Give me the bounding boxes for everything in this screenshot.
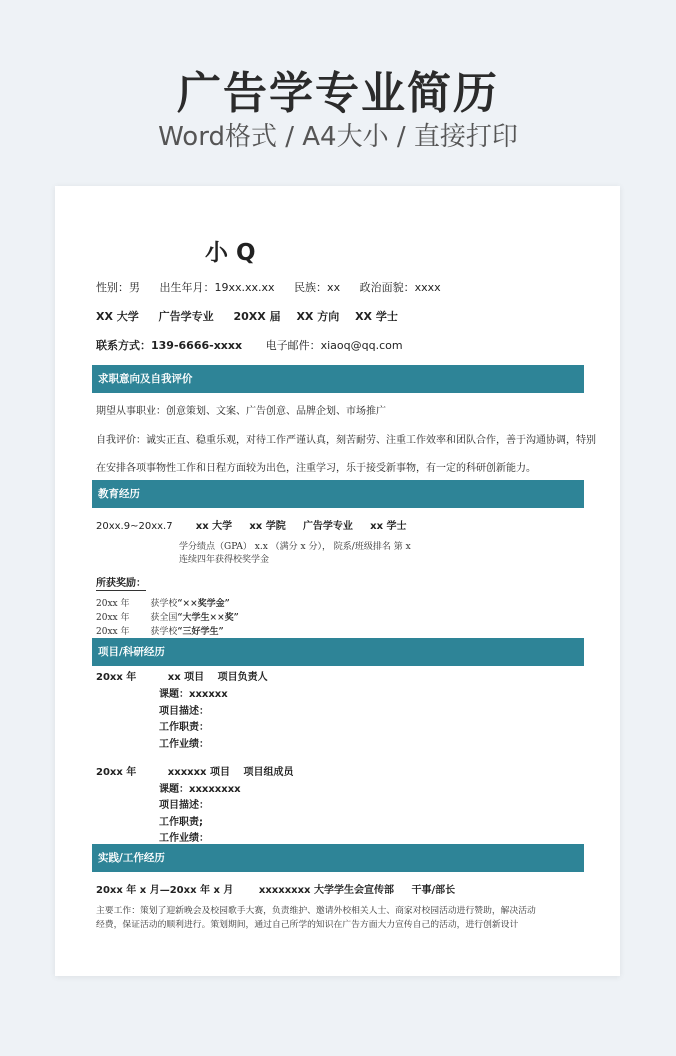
- project-header: [96, 668, 268, 683]
- award-item: [96, 624, 224, 637]
- banner-title: 广告学专业简历: [177, 68, 499, 119]
- project-result: 工作业绩：: [159, 739, 209, 750]
- self-evaluation-1: 自我评价：诚实正直、稳重乐观，对待工作严谨认真，刻苦耐劳、注重工作效率和团队合作，善于沟通协调，特别: [96, 435, 596, 446]
- ethnicity: 民族：xx: [294, 281, 341, 294]
- work-org: xxxxxxxx 大学学生会宣传部: [258, 885, 394, 896]
- edu-college: xx 学院: [249, 521, 286, 532]
- award-item: [96, 610, 239, 623]
- education-summary: [96, 308, 398, 324]
- edu-school: xx 大学: [195, 521, 233, 532]
- phone: 联系方式：139-6666-xxxx: [96, 339, 243, 352]
- section-work: 实践/工作经历: [92, 844, 584, 872]
- edu-period: 20xx.9~20xx.7: [96, 521, 173, 532]
- political-status: 政治面貌：xxxx: [359, 281, 441, 294]
- award-name: “××奖学金”: [177, 599, 230, 609]
- award-year: 20xx 年: [96, 627, 130, 637]
- gpa-line: 学分绩点（GPA） x.x （满分 x 分）， 院系/班级排名 第 x: [179, 542, 411, 552]
- project-desc: 项目描述：: [159, 706, 209, 717]
- work-header: [96, 881, 455, 896]
- award-item: [96, 596, 230, 609]
- project-result: 工作业绩：: [159, 833, 209, 844]
- self-evaluation-2: 在安排各项事物性工作和日程方面较为出色，注重学习，乐于接受新事物，有一定的科研创新能力。: [96, 463, 536, 474]
- project-name: xx 项目: [167, 672, 205, 683]
- summary-direction: XX 方向: [296, 310, 340, 323]
- award-prefix: 获全国: [150, 613, 178, 623]
- project-desc: 项目描述：: [159, 800, 209, 811]
- banner-subtitle: Word格式 / A4大小 / 直接打印: [158, 122, 518, 152]
- summary-class: 20XX 届: [233, 310, 281, 323]
- award-prefix: 获学校: [150, 599, 178, 609]
- email: 电子邮件：xiaoq@qq.com: [265, 339, 403, 352]
- project-role: 项目组成员: [243, 767, 294, 778]
- work-role: 干事/部长: [411, 885, 456, 896]
- project-duty: 工作职责;: [159, 817, 203, 828]
- resume-page: [55, 186, 620, 976]
- gender: 性别：男: [96, 281, 140, 294]
- edu-major: 广告学专业: [302, 521, 353, 532]
- candidate-name: 小 Q: [205, 240, 256, 266]
- work-detail-1: 主要工作：策划了迎新晚会及校园歌手大赛，负责维护、邀请外校相关人士、商家对校园活动进行赞助，解决活动: [96, 906, 536, 916]
- award-name: “三好学生”: [177, 627, 224, 637]
- project-year: 20xx 年: [96, 672, 137, 683]
- project-duty: 工作职责：: [159, 722, 209, 733]
- section-projects: 项目/科研经历: [92, 638, 584, 666]
- section-objective: 求职意向及自我评价: [92, 365, 584, 393]
- work-period: 20xx 年 x 月—20xx 年 x 月: [96, 885, 234, 896]
- summary-school: XX 大学: [96, 310, 139, 323]
- project-role: 项目负责人: [217, 672, 268, 683]
- contact-row: [96, 337, 403, 353]
- summary-major: 广告学专业: [158, 310, 214, 323]
- project-year: 20xx 年: [96, 767, 137, 778]
- project-topic: 课题：xxxxxxxx: [159, 784, 241, 795]
- job-intent: 期望从事职业：创意策划、文案、广告创意、品牌企划、市场推广: [96, 406, 386, 417]
- info-row: [96, 279, 441, 295]
- section-education: 教育经历: [92, 480, 584, 508]
- award-name: “大学生××奖”: [177, 613, 239, 623]
- work-detail-2: 经费，保证活动的顺利进行。策划期间，通过自己所学的知识在广告方面大力宣传自己的活动，进行创新设计: [96, 920, 519, 930]
- award-year: 20xx 年: [96, 613, 130, 623]
- award-prefix: 获学校: [150, 627, 178, 637]
- edu-degree: xx 学士: [370, 521, 407, 532]
- project-name: xxxxxx 项目: [167, 767, 230, 778]
- education-row: [96, 517, 407, 532]
- awards-title: 所获奖励：: [96, 574, 146, 591]
- award-year: 20xx 年: [96, 599, 130, 609]
- scholarship-line: 连续四年获得校奖学金: [179, 555, 270, 565]
- summary-degree: XX 学士: [355, 310, 398, 323]
- project-header: [96, 763, 293, 778]
- project-topic: 课题：xxxxxx: [159, 689, 228, 700]
- birth-date: 出生年月：19xx.xx.xx: [159, 281, 275, 294]
